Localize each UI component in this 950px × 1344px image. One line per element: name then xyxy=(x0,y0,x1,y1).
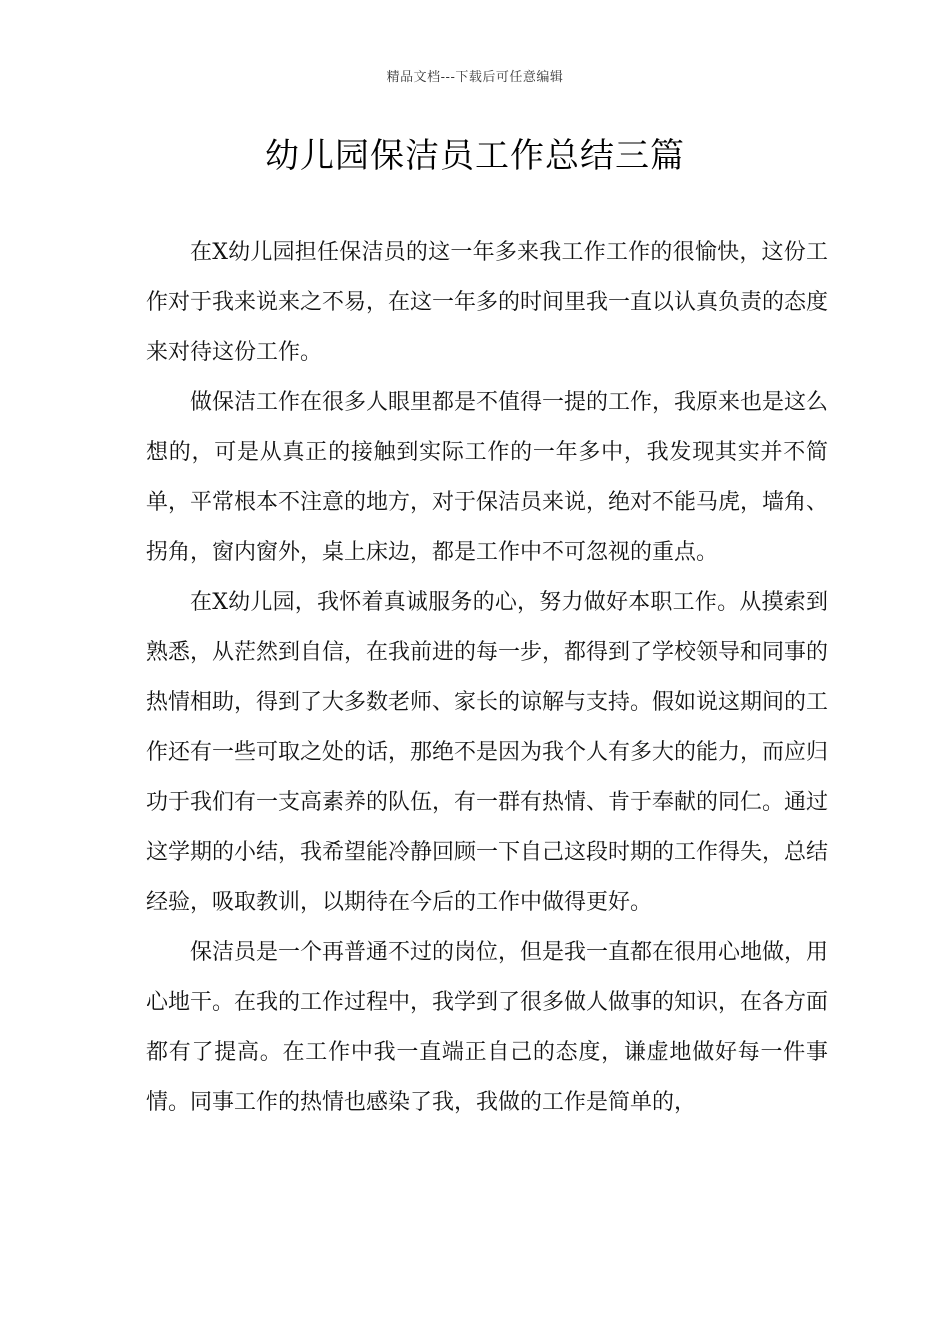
document-title: 幼儿园保洁员工作总结三篇 xyxy=(265,136,685,176)
paragraph-3: 在X幼儿园，我怀着真诚服务的心，努力做好本职工作。从摸索到熟悉，从茫然到自信，在我前进的每一步，都得到了学校领导和同事的热情相助，得到了大多数老师、家长的谅解与支持。假如说这期间的工作还有一些可取之处的话，那绝不是因为我个人有多大的能力，而应归功于我们有一支高素养的队伍，有一群有热情、肯于奉献的同仁。通过这学期的小结，我希望能冷静回顾一下自己这段时期的工作得失，总结经验，吸取教训，以期待在今后的工作中做得更好。 xyxy=(146,590,829,915)
document-body xyxy=(146,228,828,1128)
paragraph-2: 做保洁工作在很多人眼里都是不值得一提的工作，我原来也是这么想的，可是从真正的接触到实际工作的一年多中，我发现其实并不简单，平常根本不注意的地方，对于保洁员来说，绝对不能马虎，墙角、拐角，窗内窗外，桌上床边，都是工作中不可忽视的重点。 xyxy=(146,390,829,565)
paragraph-1: 在X幼儿园担任保洁员的这一年多来我工作工作的很愉快，这份工作对于我来说来之不易，在这一年多的时间里我一直以认真负责的态度来对待这份工作。 xyxy=(146,240,829,365)
header-note: 精品文档---下载后可任意编辑 xyxy=(386,70,564,85)
paragraph-4: 保洁员是一个再普通不过的岗位，但是我一直都在很用心地做，用心地干。在我的工作过程中，我学到了很多做人做事的知识，在各方面都有了提高。在工作中我一直端正自己的态度，谦虚地做好每一件事情。同事工作的热情也感染了我，我做的工作是简单的， xyxy=(146,940,829,1115)
